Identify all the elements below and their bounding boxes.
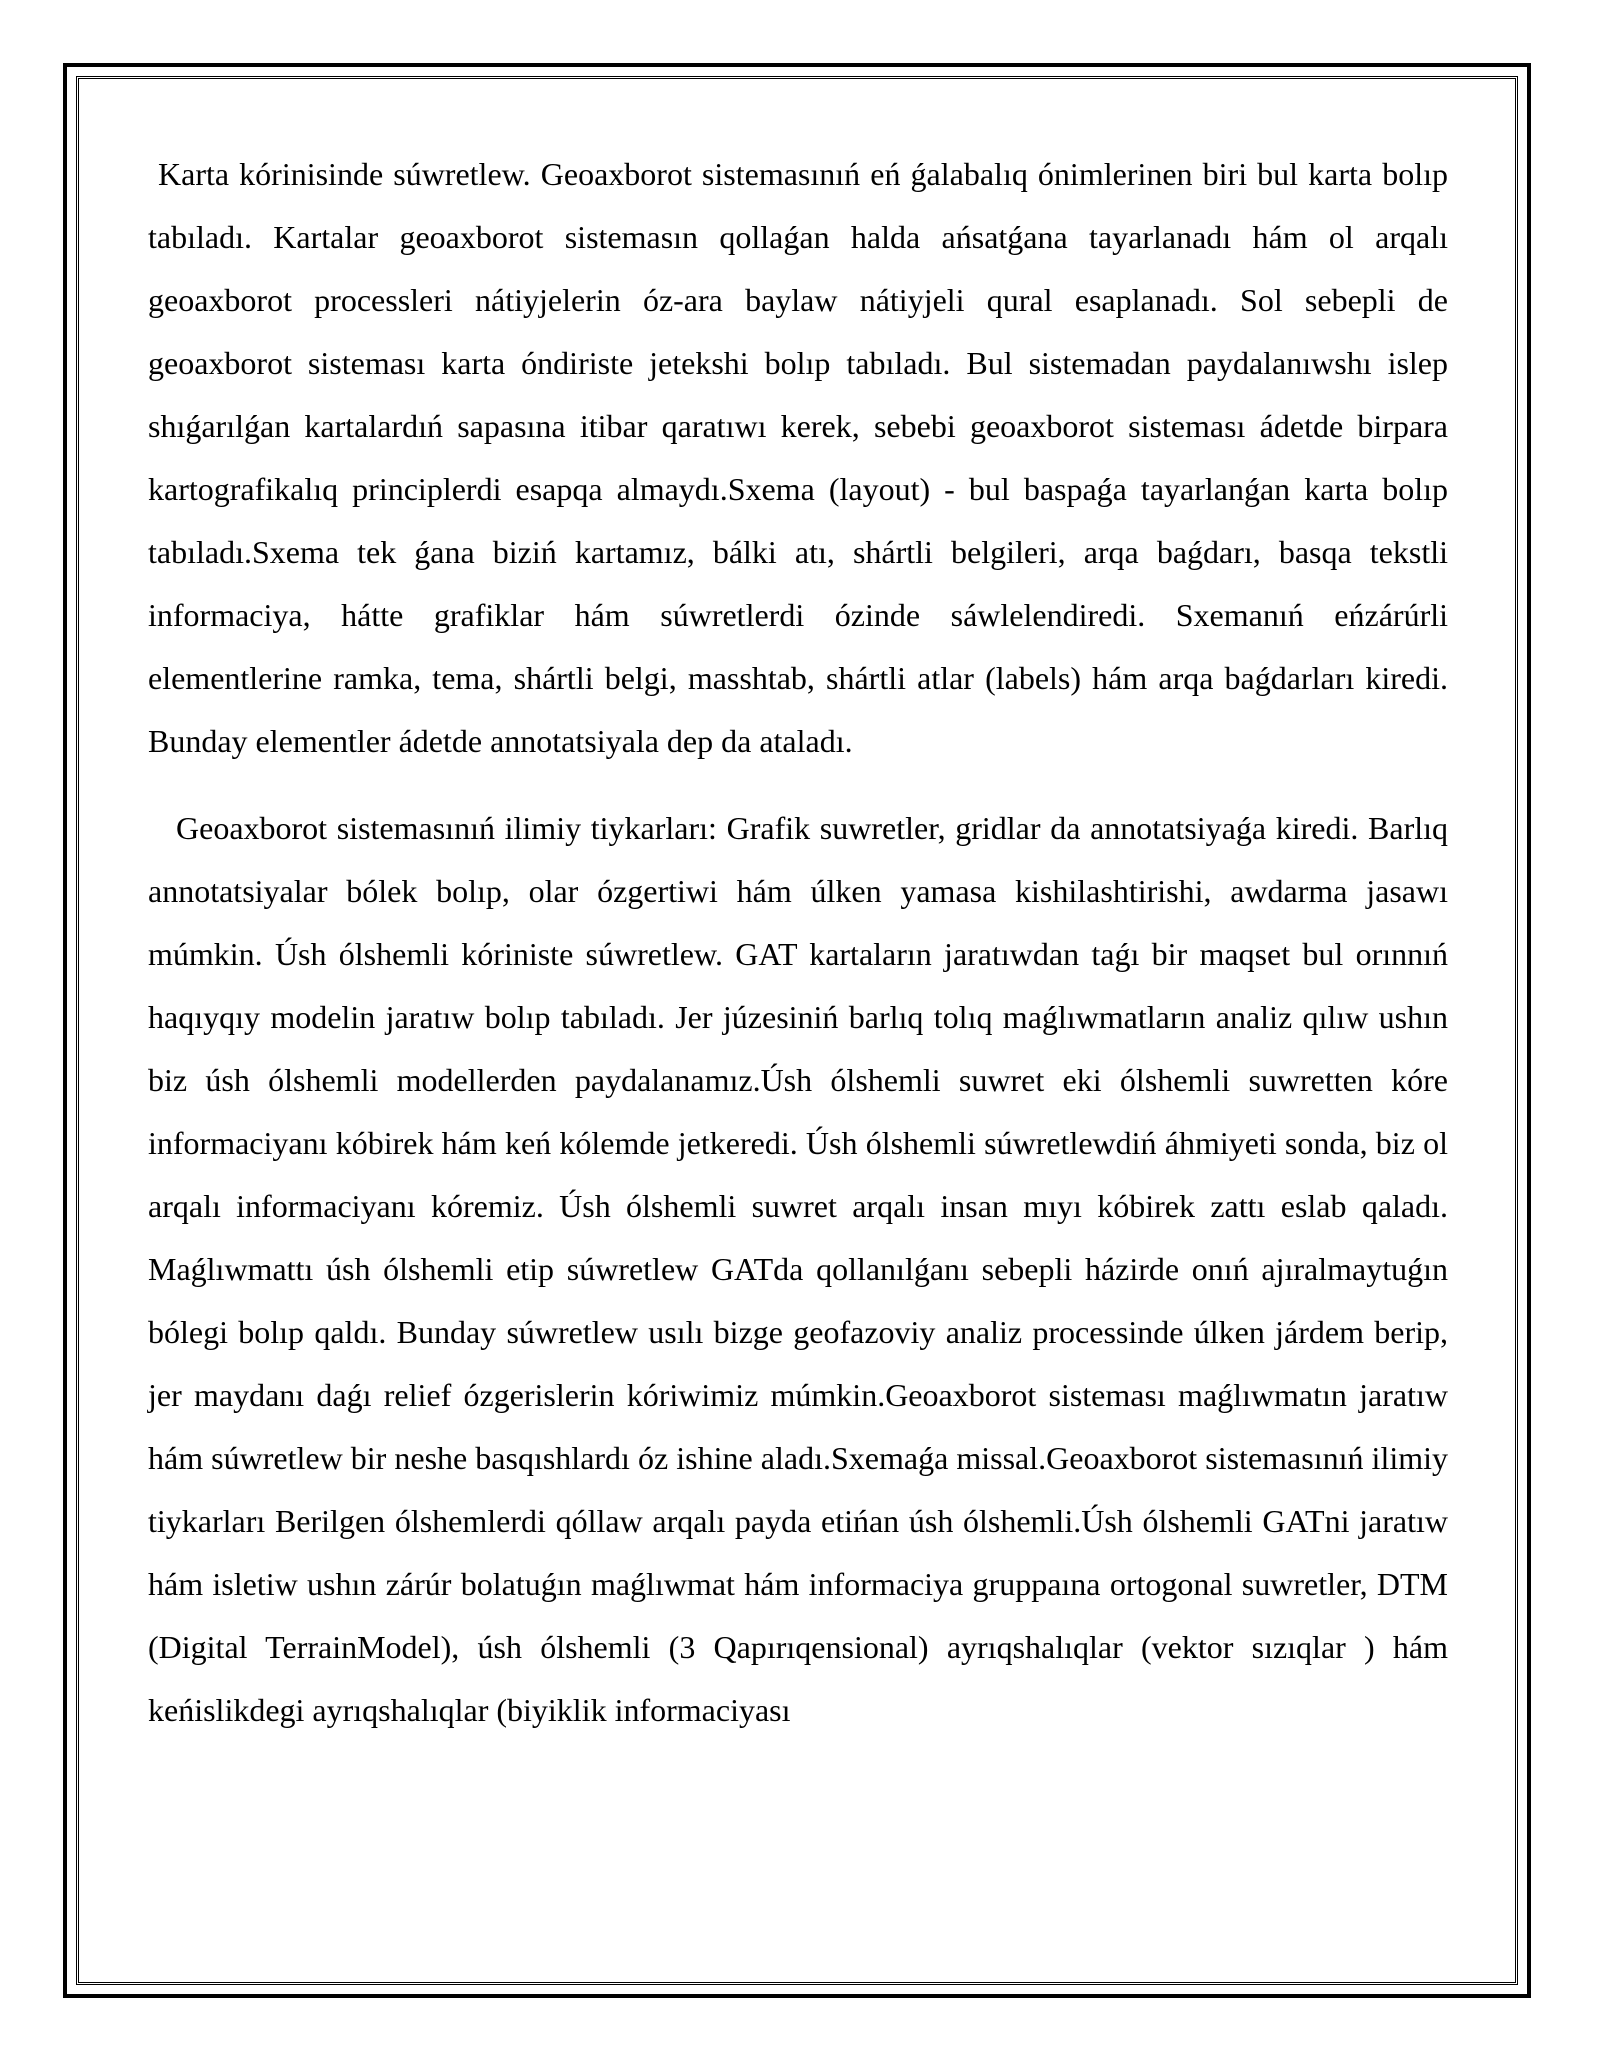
paragraph-map-visualization: Karta kórinisinde súwretlew. Geoaxborot sistemasınıń eń ǵalabalıq ónimlerinen biri bul karta bolıp tabıladı. Kartalar geoaxborot sistemasın qollaǵan halda ańsatǵana tayarlanadı hám ol arqalı geoaxborot processleri nátiyjelerin óz-ara baylaw nátiyjeli qural esaplanadı. Sol sebepli de geoaxborot sisteması karta óndiriste jetekshi bolıp tabıladı. Bul sistemadan paydalanıwshı islep shıǵarılǵan kartalardıń sapasına itibar qaratıwı kerek, sebebi geoaxborot sisteması ádetde birpara kartografikalıq principlerdi esapqa almaydı.Sxema (layout) - bul baspaǵa tayarlanǵan karta bolıp tabıladı.Sxema tek ǵana biziń kartamız, bálki atı, shártli belgileri, arqa baǵdarı, basqa tekstli informaciya, hátte grafiklar hám súwretlerdi ózinde sáwlelendiredi. Sxemanıń eńzárúrli elementlerine ramka, tema, shártli belgi, masshtab, shártli atlar (labels) hám arqa baǵdarları kiredi. Bunday elementler ádetde annotatsiyala dep da ataladı.	[148, 156, 1448, 759]
document-body	[148, 143, 1448, 1742]
paragraph-gis-foundations: Geoaxborot sistemasınıń ilimiy tiykarları: Grafik suwretler, gridlar da annotatsiyaǵa kiredi. Barlıq annotatsiyalar bólek bolıp, olar ózgertiwi hám úlken yamasa kishilashtirishi, awdarma jasawı múmkin. Úsh ólshemli kóriniste súwretlew. GAT kartaların jaratıwdan taǵı bir maqset bul orınnıń haqıyqıy modelin jaratıw bolıp tabıladı. Jer júzesiniń barlıq tolıq maǵlıwmatların analiz qılıw ushın biz úsh ólshemli modellerden paydalanamız.Úsh ólshemli suwret eki ólshemli suwretten kóre informaciyanı kóbirek hám keń kólemde jetkeredi. Úsh ólshemli súwretlewdiń áhmiyeti sonda, biz ol arqalı informaciyanı kóremiz. Úsh ólshemli suwret arqalı insan mıyı kóbirek zattı eslab qaladı. Maǵlıwmattı úsh ólshemli etip súwretlew GATda qollanılǵanı sebepli házirde onıń ajıralmaytuǵın bólegi bolıp qaldı. Bunday súwretlew usılı bizge geofazoviy analiz processinde úlken járdem berip, jer maydanı daǵı relief ózgerislerin kóriwimiz múmkin.Geoaxborot sisteması maǵlıwmatın jaratıw hám súwretlew bir neshe basqıshlardı óz ishine aladı.Sxemaǵa missal.Geoaxborot sistemasınıń ilimiy tiykarları Berilgen ólshemlerdi qóllaw arqalı payda etińan úsh ólshemli.Úsh ólshemli GATni jaratıw hám isletiw ushın zárúr bolatuǵın maǵlıwmat hám informaciya gruppaına ortogonal suwretler, DTM (Digital TerrainModel), úsh ólshemli (3 Qapırıqensional) ayrıqshalıqlar (vektor sızıqlar ) hám keńislikdegi ayrıqshalıqlar (biyiklik informaciyası	[148, 810, 1448, 1728]
